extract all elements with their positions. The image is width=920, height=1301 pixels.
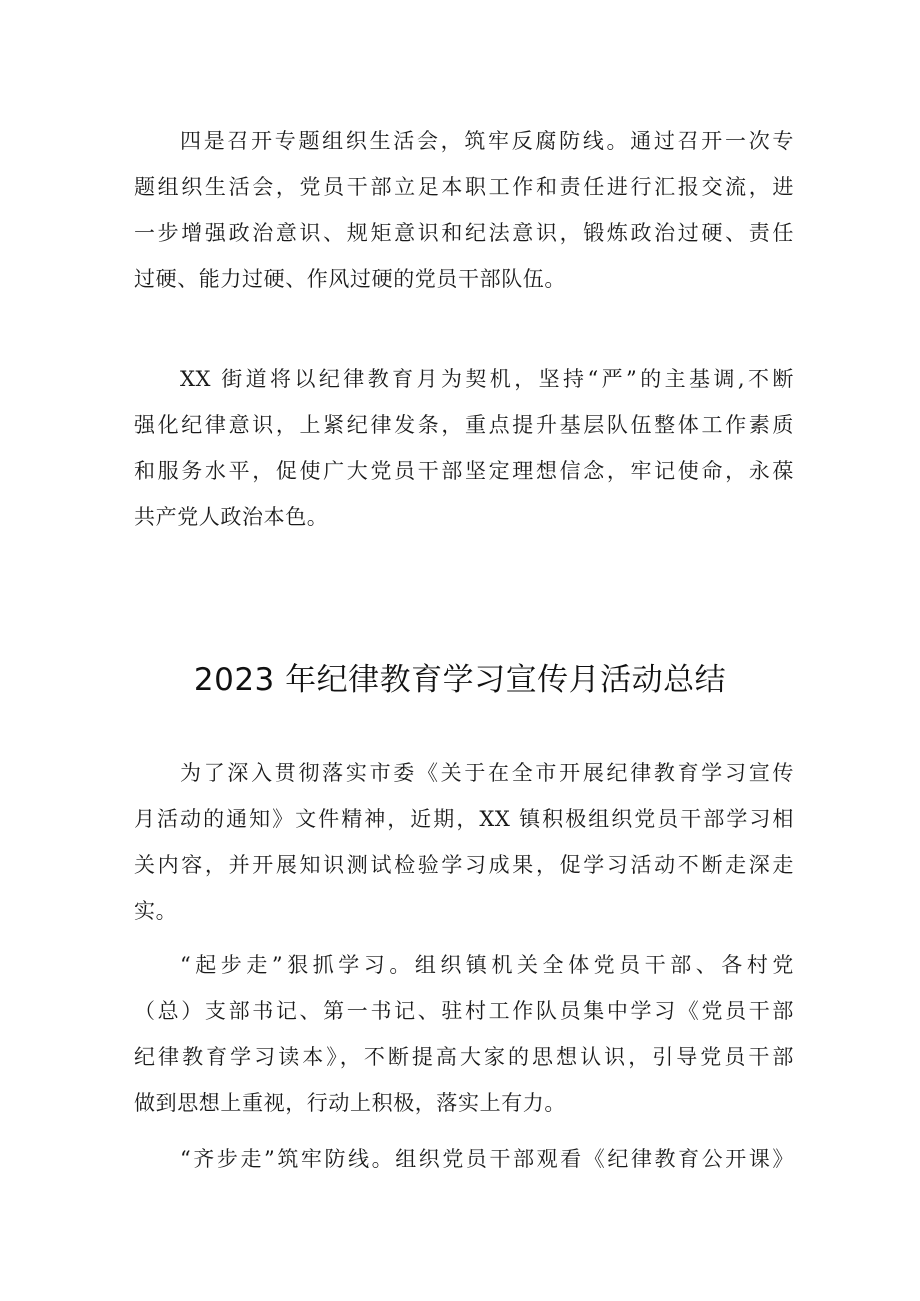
text-line: 和服务水平，促使广大党员干部坚定理想信念，牢记使命，永葆 — [134, 459, 794, 483]
text-line: （总）支部书记、第一书记、驻村工作队员集中学习《党员干部 — [134, 999, 794, 1023]
text-line: XX 街道将以纪律教育月为契机，坚持“严”的主基调,不断 — [180, 367, 794, 391]
paragraph-march-step — [134, 1136, 794, 1182]
text-line: 为了深入贯彻落实市委《关于在全市开展纪律教育学习宣传 — [180, 761, 794, 785]
text-line: 四是召开专题组织生活会，筑牢反腐防线。通过召开一次专 — [180, 129, 794, 153]
text-line: 一步增强政治意识、规矩意识和纪法意识，锻炼政治过硬、责任 — [134, 221, 794, 245]
text-line: 共产党人政治本色。 — [134, 505, 329, 529]
text-line: 关内容，并开展知识测试检验学习成果，促学习活动不断走深走 — [134, 853, 794, 877]
text-line: 强化纪律意识，上紧纪律发条，重点提升基层队伍整体工作素质 — [134, 413, 794, 437]
text-line: 纪律教育学习读本》，不断提高大家的思想认识，引导党员干部 — [134, 1045, 794, 1069]
text-line: 题组织生活会，党员干部立足本职工作和责任进行汇报交流，进 — [134, 175, 794, 199]
text-line: 过硬、能力过硬、作风过硬的党员干部队伍。 — [134, 267, 566, 291]
text-line: “起步走”狠抓学习。组织镇机关全体党员干部、各村党 — [180, 953, 794, 977]
paragraph-street-conclusion — [134, 356, 794, 540]
text-line: 做到思想上重视，行动上积极，落实上有力。 — [134, 1091, 566, 1115]
text-line: 月活动的通知》文件精神，近期，XX 镇积极组织党员干部学习相 — [134, 807, 794, 831]
paragraph-organizational-meeting — [134, 118, 794, 302]
paragraph-introduction — [134, 750, 794, 934]
text-line: 实。 — [134, 899, 178, 923]
text-line: “齐步走”筑牢防线。组织党员干部观看《纪律教育公开课》 — [180, 1147, 794, 1171]
paragraph-start-step — [134, 942, 794, 1126]
document-title: 2023 年纪律教育学习宣传月活动总结 — [193, 662, 727, 698]
